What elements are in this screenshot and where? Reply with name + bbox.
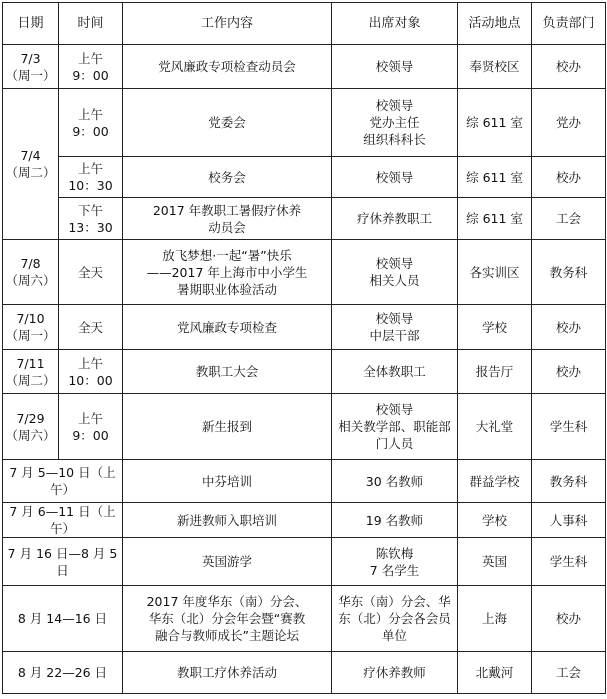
content-cell: 党委会	[123, 89, 332, 157]
attendees-cell: 校领导 相关教学部、职能部 门人员	[332, 394, 458, 460]
header-row	[3, 3, 606, 45]
location-cell: 北戴河	[458, 652, 532, 694]
time-cell: 上午 9：00	[59, 45, 123, 89]
content-cell: 校务会	[123, 157, 332, 198]
dept-cell: 校办	[532, 586, 606, 652]
attendees-cell: 疗休养教职工	[332, 198, 458, 240]
content-cell: 2017 年度华东（南）分会、 华东（北）分会年会暨“赛教 融合与教师成长”主题论坛	[123, 586, 332, 652]
time-cell: 下午 13：30	[59, 198, 123, 240]
table-row	[3, 538, 606, 586]
header-content: 工作内容	[123, 3, 332, 45]
table-row	[3, 586, 606, 652]
attendees-cell: 疗休养教师	[332, 652, 458, 694]
content-cell: 党风廉政专项检查	[123, 305, 332, 350]
date-span-cell: 7 月 5—10 日（上午）	[3, 460, 123, 503]
location-cell: 群益学校	[458, 460, 532, 503]
time-cell: 全天	[59, 305, 123, 350]
location-cell: 各实训区	[458, 240, 532, 305]
location-cell: 奉贤校区	[458, 45, 532, 89]
attendees-cell: 校领导 相关人员	[332, 240, 458, 305]
content-cell: 中芬培训	[123, 460, 332, 503]
content-cell: 2017 年教职工暑假疗休养 动员会	[123, 198, 332, 240]
dept-cell: 校办	[532, 45, 606, 89]
attendees-cell: 陈钦梅 7 名学生	[332, 538, 458, 586]
time-cell: 全天	[59, 240, 123, 305]
date-cell: 7/4 （周二）	[3, 89, 59, 240]
dept-cell: 工会	[532, 652, 606, 694]
header-time: 时间	[59, 3, 123, 45]
attendees-cell: 30 名教师	[332, 460, 458, 503]
date-span-cell: 8 月 14—16 日	[3, 586, 123, 652]
location-cell: 大礼堂	[458, 394, 532, 460]
header-dept: 负责部门	[532, 3, 606, 45]
table-row	[3, 652, 606, 694]
date-cell: 7/8 （周六）	[3, 240, 59, 305]
header-attendees: 出席对象	[332, 3, 458, 45]
dept-cell: 校办	[532, 350, 606, 394]
table-row	[3, 394, 606, 460]
table-row	[3, 198, 606, 240]
dept-cell: 工会	[532, 198, 606, 240]
location-cell: 英国	[458, 538, 532, 586]
table-row	[3, 45, 606, 89]
date-span-cell: 7 月 6—11 日（上午）	[3, 503, 123, 538]
header-date: 日期	[3, 3, 59, 45]
table-row	[3, 240, 606, 305]
date-cell: 7/10 （周一）	[3, 305, 59, 350]
attendees-cell: 华东（南）分会、华 东（北）分会各会员 单位	[332, 586, 458, 652]
content-cell: 放飞梦想·一起“暑”快乐 ——2017 年上海市中小学生 暑期职业体验活动	[123, 240, 332, 305]
table-row	[3, 89, 606, 157]
attendees-cell: 19 名教师	[332, 503, 458, 538]
dept-cell: 校办	[532, 305, 606, 350]
table-row	[3, 157, 606, 198]
time-cell: 上午 10：00	[59, 350, 123, 394]
content-cell: 教职工大会	[123, 350, 332, 394]
location-cell: 综 611 室	[458, 198, 532, 240]
location-cell: 综 611 室	[458, 157, 532, 198]
content-cell: 教职工疗休养活动	[123, 652, 332, 694]
attendees-cell: 校领导 党办主任 组织科科长	[332, 89, 458, 157]
attendees-cell: 校领导 中层干部	[332, 305, 458, 350]
attendees-cell: 校领导	[332, 45, 458, 89]
date-cell: 7/29 （周六）	[3, 394, 59, 460]
dept-cell: 人事科	[532, 503, 606, 538]
header-location: 活动地点	[458, 3, 532, 45]
dept-cell: 学生科	[532, 538, 606, 586]
date-span-cell: 8 月 22—26 日	[3, 652, 123, 694]
content-cell: 新进教师入职培训	[123, 503, 332, 538]
content-cell: 新生报到	[123, 394, 332, 460]
table-row	[3, 305, 606, 350]
date-span-cell: 7 月 16 日—8 月 5 日	[3, 538, 123, 586]
content-cell: 党风廉政专项检查动员会	[123, 45, 332, 89]
dept-cell: 教务科	[532, 240, 606, 305]
time-cell: 上午 9：00	[59, 89, 123, 157]
schedule-table	[2, 2, 606, 694]
attendees-cell: 校领导	[332, 157, 458, 198]
content-cell: 英国游学	[123, 538, 332, 586]
time-cell: 上午 10：30	[59, 157, 123, 198]
dept-cell: 党办	[532, 89, 606, 157]
date-cell: 7/3 （周一）	[3, 45, 59, 89]
location-cell: 综 611 室	[458, 89, 532, 157]
table-row	[3, 350, 606, 394]
dept-cell: 教务科	[532, 460, 606, 503]
attendees-cell: 全体教职工	[332, 350, 458, 394]
time-cell: 上午 9：00	[59, 394, 123, 460]
location-cell: 上海	[458, 586, 532, 652]
location-cell: 学校	[458, 305, 532, 350]
table-row	[3, 460, 606, 503]
date-cell: 7/11 （周二）	[3, 350, 59, 394]
location-cell: 学校	[458, 503, 532, 538]
table-row	[3, 503, 606, 538]
location-cell: 报告厅	[458, 350, 532, 394]
dept-cell: 学生科	[532, 394, 606, 460]
dept-cell: 校办	[532, 157, 606, 198]
